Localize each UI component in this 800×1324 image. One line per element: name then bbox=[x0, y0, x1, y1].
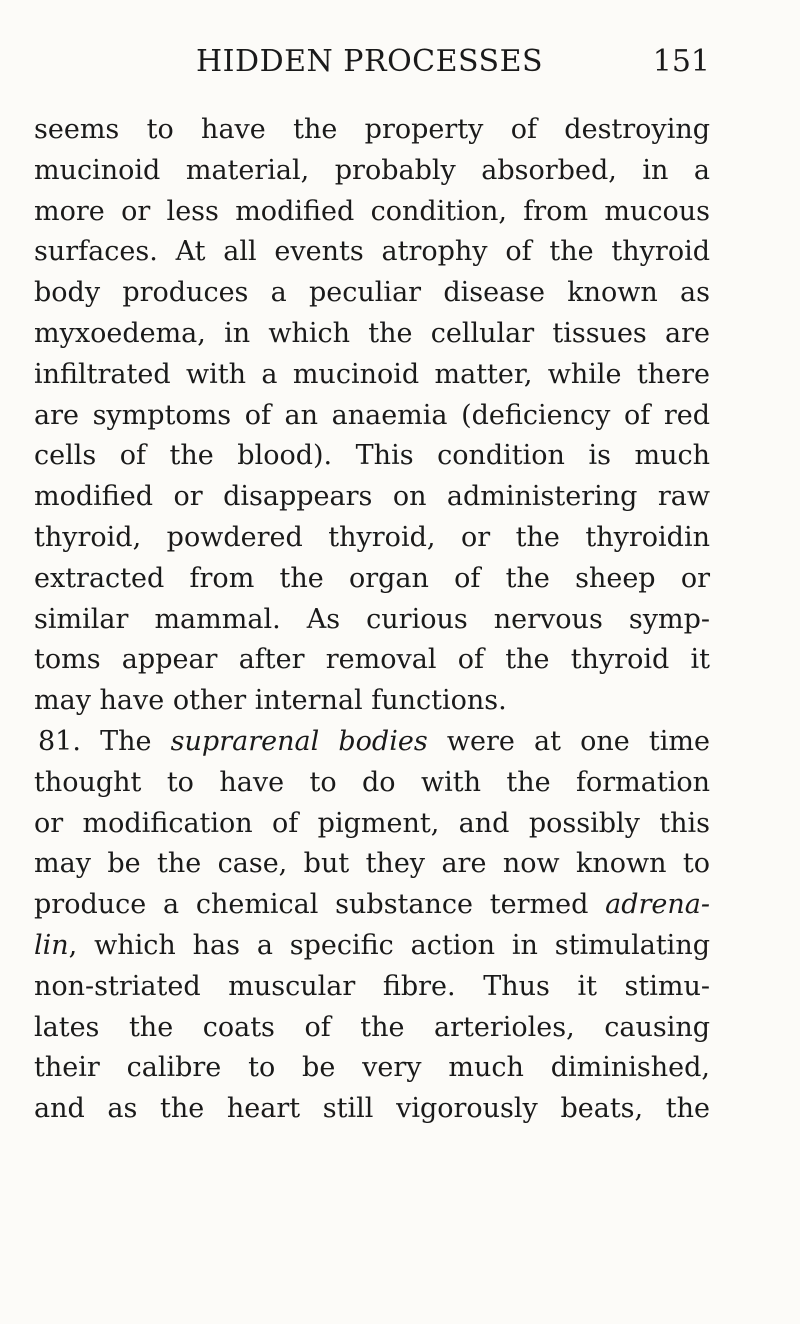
text-line-11: thyroid, powdered thyroid, or the thyroidin bbox=[34, 521, 710, 553]
term-suprarenal-bodies: suprarenal bodies bbox=[170, 725, 428, 757]
text-line-4: surfaces. At all events atrophy of the thyroid bbox=[34, 236, 710, 268]
body-text bbox=[34, 110, 710, 1130]
para81-line-1 bbox=[34, 722, 710, 763]
term-adrenalin-part1: adrena- bbox=[605, 889, 710, 921]
term-adrenalin-part2: lin bbox=[34, 929, 69, 961]
para81-line-9: their calibre to be very much diminished, bbox=[34, 1052, 710, 1084]
text-line-14: toms appear after removal of the thyroid it bbox=[34, 644, 710, 676]
para81-line-5 bbox=[34, 885, 710, 926]
text-line-12: extracted from the organ of the sheep or bbox=[34, 562, 710, 594]
text-line-3: more or less modified condition, from mucous bbox=[34, 195, 710, 227]
para81-line6-rest: , which has a specific action in stimulating bbox=[68, 929, 710, 961]
text-line-2: mucinoid material, probably absorbed, in a bbox=[34, 154, 710, 186]
page-number: 151 bbox=[652, 44, 710, 79]
para81-line-6 bbox=[34, 926, 710, 967]
text-line-15: may have other internal functions. bbox=[34, 685, 507, 717]
para81-number-lead: 81. The bbox=[38, 725, 171, 757]
running-head bbox=[34, 44, 710, 84]
text-line-1: seems to have the property of destroying bbox=[34, 114, 710, 145]
text-line-9: cells of the blood). This condition is much bbox=[34, 440, 710, 472]
para81-line-7: non-striated muscular fibre. Thus it stimu- bbox=[34, 970, 710, 1002]
para81-line-4: may be the case, but they are now known to bbox=[34, 848, 710, 880]
para81-line-2: thought to have to do with the formation bbox=[34, 766, 710, 798]
text-line-10: modified or disappears on administering raw bbox=[34, 481, 710, 513]
para81-line-10: and as the heart still vigorously beats, the bbox=[34, 1093, 710, 1125]
para81-line5-lead: produce a chemical substance termed bbox=[34, 889, 606, 921]
running-title: HIDDEN PROCESSES bbox=[196, 44, 544, 79]
para81-line-8: lates the coats of the arterioles, causing bbox=[34, 1011, 710, 1043]
text-line-6: myxoedema, in which the cellular tissues are bbox=[34, 317, 710, 349]
text-line-8: are symptoms of an anaemia (deficiency of red bbox=[34, 399, 710, 431]
text-line-5: body produces a peculiar disease known as bbox=[34, 277, 710, 309]
text-line-13: similar mammal. As curious nervous symp- bbox=[34, 603, 710, 635]
para81-line-3: or modification of pigment, and possibly this bbox=[34, 807, 710, 839]
para81-line1-rest: were at one time bbox=[427, 725, 710, 757]
text-line-7: infiltrated with a mucinoid matter, while there bbox=[34, 358, 710, 390]
